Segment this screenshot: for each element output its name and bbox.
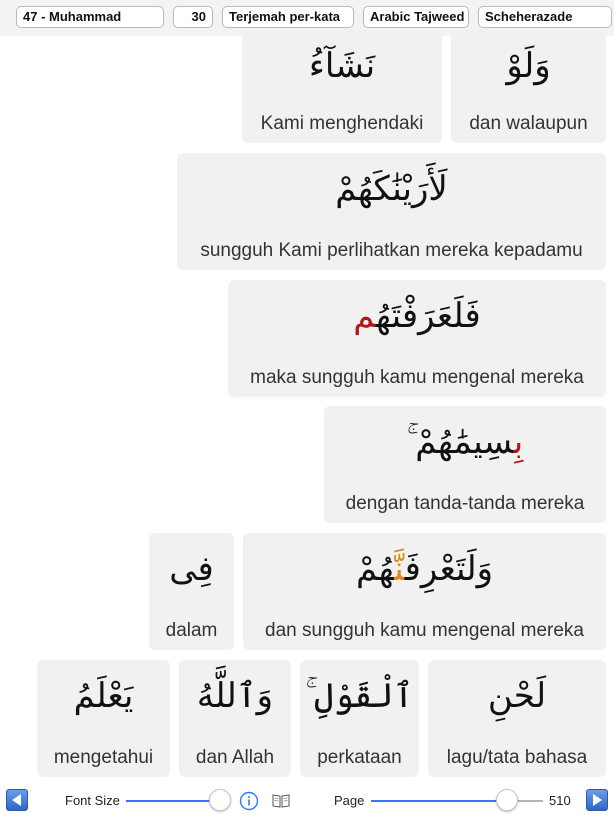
- word-translation: lagu/tata bahasa: [446, 747, 588, 768]
- arabic-word-part: وَلَتَعْرِفَ: [404, 549, 494, 589]
- font-size-slider-knob[interactable]: [209, 789, 231, 811]
- word-card[interactable]: [428, 660, 606, 777]
- page-slider-knob[interactable]: [496, 789, 518, 811]
- word-card[interactable]: [243, 533, 606, 650]
- word-card[interactable]: [179, 660, 291, 777]
- arabic-word-part: فَلَعَرَفْتَهُ: [375, 296, 481, 336]
- book-icon[interactable]: [271, 792, 291, 810]
- word-card[interactable]: [324, 406, 606, 523]
- ayah-selector[interactable]: 30: [173, 6, 213, 28]
- bottom-toolbar: [0, 785, 614, 819]
- arabic-word: يَعْلَمُ: [73, 676, 134, 716]
- previous-button[interactable]: [6, 789, 28, 811]
- arabic-word: [228, 294, 606, 338]
- tajweed-highlight: بِ: [513, 422, 524, 462]
- arabic-word: لَحْنِ: [487, 676, 547, 716]
- word-translation: Kami menghendaki: [260, 113, 424, 134]
- arabic-word: [324, 420, 606, 464]
- page-number: 510: [549, 793, 571, 808]
- word-translation: dalam: [165, 620, 218, 641]
- arabic-word: ٱلْقَوْلِ ۚ: [305, 676, 414, 716]
- tajweed-highlight: م: [353, 296, 376, 336]
- arabic-word: وَلَوْ: [506, 46, 551, 86]
- word-card[interactable]: [37, 660, 170, 777]
- arrow-right-icon: [587, 790, 607, 810]
- arabic-word: نَشَآءُ: [308, 46, 376, 86]
- arabic-word: لَأَرَيْنَٰكَهُمْ: [335, 169, 448, 209]
- arabic-word-part: سِيمَٰهُمْ ۚ: [406, 422, 514, 462]
- tajweed-highlight: نَّ: [394, 549, 405, 589]
- surah-selector[interactable]: 47 - Muhammad: [16, 6, 164, 28]
- arabic-style-selector[interactable]: Arabic Tajweed: [363, 6, 469, 28]
- word-card[interactable]: [451, 30, 606, 143]
- page-label: Page: [334, 793, 365, 808]
- word-translation: mengetahui: [53, 747, 154, 768]
- font-size-label: Font Size: [65, 793, 120, 808]
- word-card[interactable]: [242, 30, 442, 143]
- next-button[interactable]: [586, 789, 608, 811]
- info-icon[interactable]: [239, 791, 259, 811]
- arabic-word-part: هُمْ: [355, 549, 395, 589]
- word-card[interactable]: [149, 533, 234, 650]
- word-card[interactable]: [177, 153, 606, 270]
- word-translation: dan sungguh kamu mengenal mereka: [265, 620, 584, 641]
- word-card[interactable]: [228, 280, 606, 397]
- font-selector[interactable]: Scheherazade: [478, 6, 612, 28]
- arabic-word: [243, 547, 606, 591]
- word-translation: dan Allah: [195, 747, 275, 768]
- word-translation: sungguh Kami perlihatkan mereka kepadamu: [200, 240, 583, 261]
- word-card[interactable]: [300, 660, 419, 777]
- arabic-word: وَٱللَّهُ: [196, 676, 274, 716]
- word-translation: maka sungguh kamu mengenal mereka: [250, 367, 584, 388]
- word-translation: dengan tanda-tanda mereka: [345, 493, 585, 514]
- arrow-left-icon: [7, 790, 27, 810]
- word-translation: dan walaupun: [469, 113, 588, 134]
- word-translation: perkataan: [317, 747, 402, 768]
- arabic-word: فِى: [169, 549, 214, 589]
- translation-selector[interactable]: Terjemah per-kata: [222, 6, 354, 28]
